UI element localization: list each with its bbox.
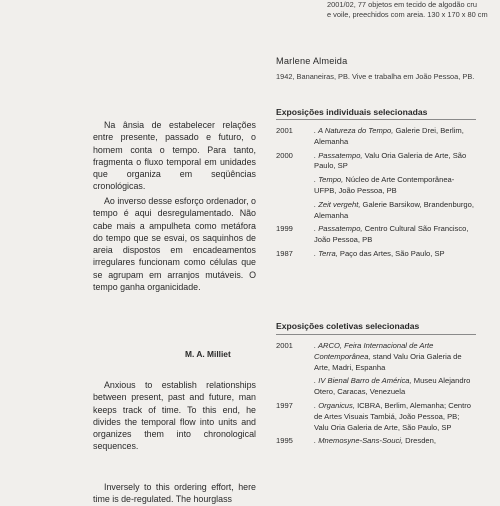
exhibition-title: . A Natureza do Tempo, bbox=[314, 126, 394, 135]
essay-paragraph-en: Inversely to this ordering effort, here time is de-regulated. The hourglass bbox=[93, 482, 256, 505]
artist-name: Marlene Almeida bbox=[276, 56, 348, 66]
exhibition-venue: Valu Oria Galeria de Arte, São Paulo, SP bbox=[314, 150, 467, 171]
row-spacer bbox=[276, 447, 486, 450]
exhibition-description bbox=[314, 126, 476, 148]
exhibition-entry bbox=[276, 341, 486, 373]
exhibition-entry bbox=[276, 224, 486, 246]
exhibition-venue: stand Valu Oria Galeria de Arte, Madri, Espanha bbox=[314, 351, 462, 372]
essay-paragraph-pt: Na ânsia de estabelecer relações entre presente, passado e futuro, o homem conta o tempo. Para tanto, fragmenta o fluxo temporal em unidades que organiza em seqüências cronológicas. bbox=[93, 120, 256, 192]
group-exhibitions-list bbox=[276, 341, 486, 450]
exhibition-entry bbox=[276, 436, 486, 447]
exhibition-venue: Galerie Drei, Berlim, Alemanha bbox=[314, 126, 464, 146]
exhibition-description bbox=[314, 401, 476, 433]
exhibition-title: . Mnemosyne-Sans-Souci, bbox=[314, 436, 404, 446]
exhibition-description bbox=[314, 224, 476, 246]
exhibition-description bbox=[314, 249, 476, 260]
exhibition-entry bbox=[276, 249, 486, 260]
essay-author: M. A. Milliet bbox=[185, 349, 231, 359]
section-divider bbox=[276, 334, 476, 335]
artwork-caption-line: 2001/02, 77 objetos em tecido de algodão cru bbox=[327, 0, 477, 9]
exhibition-description bbox=[314, 436, 476, 447]
exhibition-title: . Passatempo, bbox=[314, 150, 363, 160]
essay-paragraph-pt: Ao inverso desse esforço ordenador, o tempo é aqui desregulamentado. Não cabe mais a ampulheta como metáfora do tempo que se esvai, os saquinhos de areia dispostos em encadeamentos irregulares funcionam como células que se agrupam em arranjos mutáveis. O tempo ganha organicidade. bbox=[93, 196, 256, 293]
exhibition-title: . Organicus, bbox=[314, 400, 355, 410]
exhibition-entry bbox=[276, 376, 486, 398]
exhibition-title: . ARCO, Feira Internacional de Arte Contemporânea, bbox=[314, 341, 434, 361]
group-exhibitions-heading: Exposições coletivas selecionadas bbox=[276, 321, 420, 331]
exhibition-description bbox=[314, 376, 476, 398]
exhibition-year: 2001 bbox=[276, 341, 293, 350]
exhibition-title: . Zeit vergeht, bbox=[314, 199, 361, 209]
exhibition-title: . Tempo, bbox=[314, 175, 344, 185]
solo-exhibitions-heading: Exposições individuais selecionadas bbox=[276, 107, 428, 117]
exhibition-venue: ICBRA, Berlim, Alemanha; Centro de Artes Visuais Tambiá, João Pessoa, PB; Valu Oria Galeria de Arte, São Paulo, SP bbox=[314, 400, 472, 432]
exhibition-entry bbox=[276, 175, 486, 197]
artwork-caption-line: e voile, preechidos com areia. 130 x 170 x 80 cm bbox=[327, 9, 488, 19]
artist-bio: 1942, Bananeiras, PB. Vive e trabalha em João Pessoa, PB. bbox=[276, 72, 475, 81]
exhibition-description bbox=[314, 151, 476, 173]
exhibition-year: 1999 bbox=[276, 224, 293, 234]
exhibition-entry bbox=[276, 151, 486, 173]
exhibition-year: 2000 bbox=[276, 150, 293, 160]
exhibition-title: . Passatempo, bbox=[314, 224, 363, 234]
exhibition-entry bbox=[276, 200, 486, 222]
solo-exhibitions-list bbox=[276, 126, 486, 263]
exhibition-title: . IV Bienal Barro de América, bbox=[314, 376, 412, 386]
exhibition-venue: Núcleo de Arte Contemporânea-UFPB, João Pessoa, PB bbox=[314, 175, 455, 195]
exhibition-venue: Galerie Barsikow, Brandenburgo, Alemanha bbox=[314, 199, 474, 220]
exhibition-venue: Museu Alejandro Otero, Caracas, Venezuela bbox=[314, 376, 471, 397]
exhibition-entry bbox=[276, 126, 486, 148]
exhibition-venue: Centro Cultural São Francisco, João Pessoa, PB bbox=[314, 224, 469, 245]
artwork-caption bbox=[327, 0, 497, 19]
exhibition-title: . Terra, bbox=[314, 248, 338, 258]
exhibition-description bbox=[314, 200, 476, 222]
exhibition-year: 2001 bbox=[276, 126, 293, 135]
exhibition-year: 1997 bbox=[276, 400, 293, 410]
exhibition-description bbox=[314, 175, 476, 197]
exhibition-venue: Dresden, bbox=[403, 436, 436, 446]
essay-paragraph-en: Anxious to establish relationships between present, past and future, man keeps track of time. To this end, he divides the temporal flow into units and organizes them into chronological sequences. bbox=[93, 380, 256, 452]
exhibition-year: 1995 bbox=[276, 436, 293, 446]
exhibition-year: 1987 bbox=[276, 248, 293, 258]
exhibition-description bbox=[314, 341, 476, 373]
exhibition-venue: Paço das Artes, São Paulo, SP bbox=[337, 248, 445, 258]
exhibition-entry bbox=[276, 401, 486, 433]
row-spacer bbox=[276, 260, 486, 263]
section-divider bbox=[276, 119, 476, 120]
